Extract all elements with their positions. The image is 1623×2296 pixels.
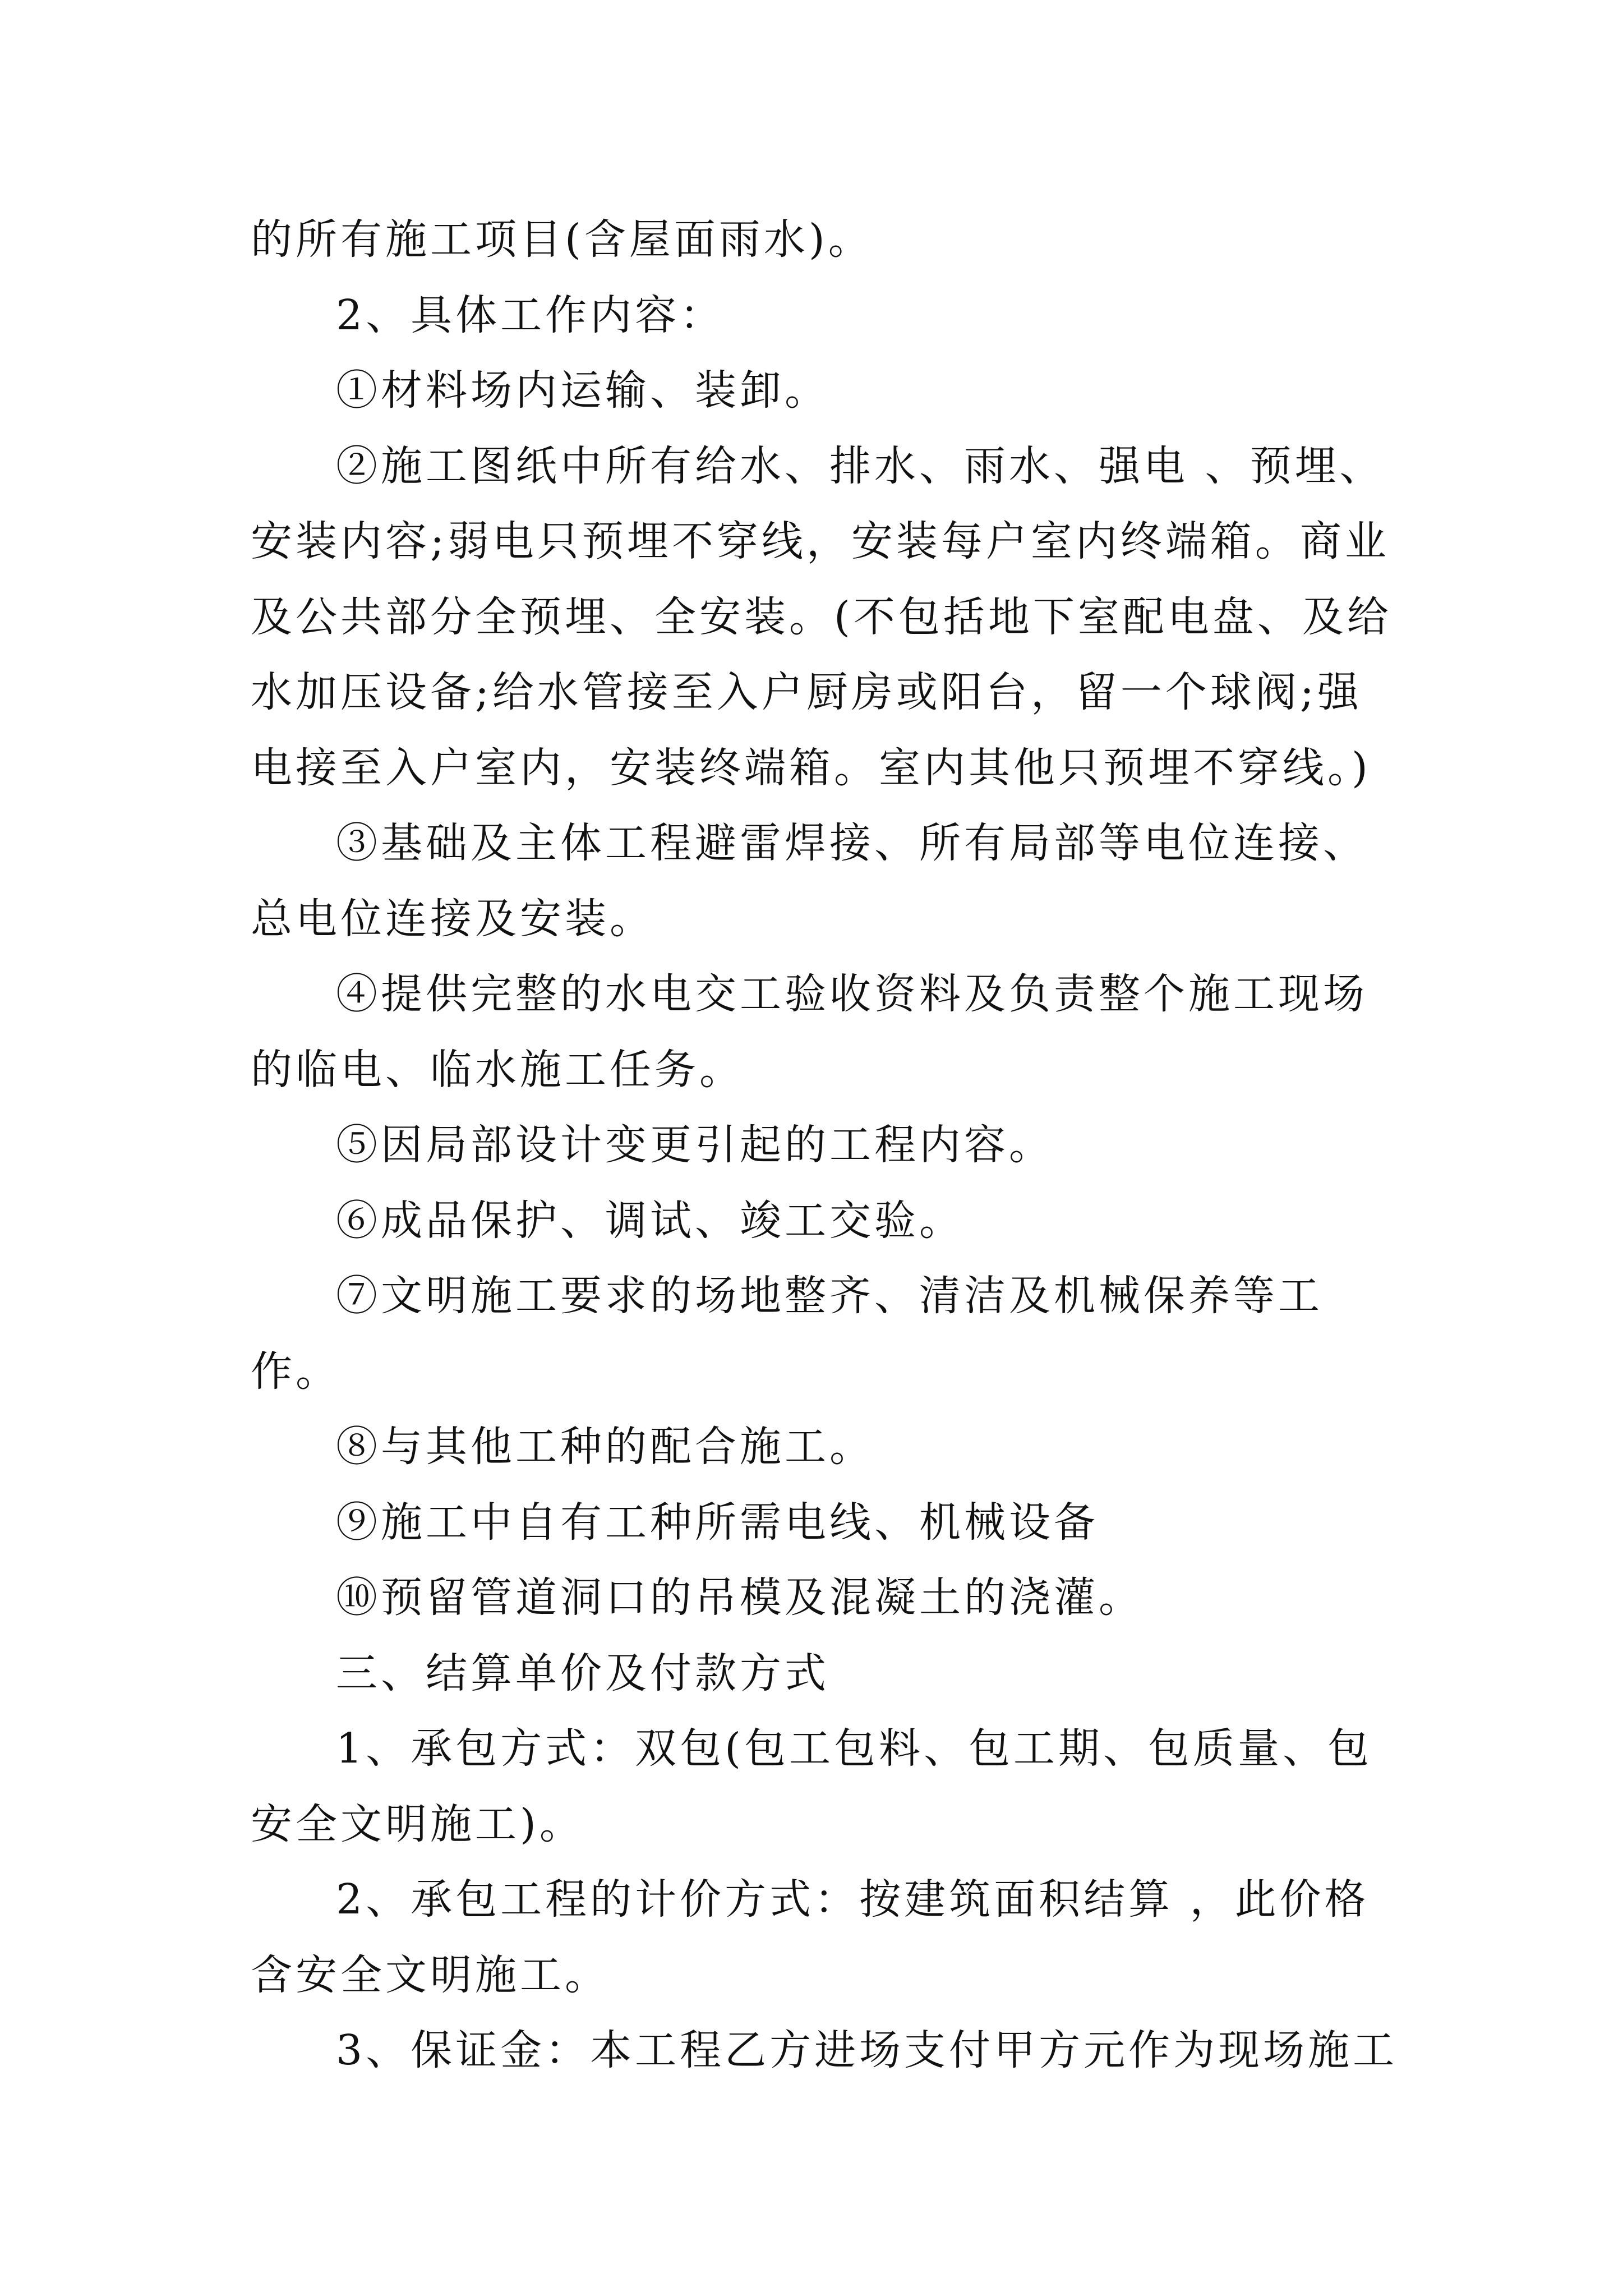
paragraph-pricing-method: 2、承包工程的计价方式：按建筑面积结算 ，此价格含安全文明施工。 — [251, 1875, 1370, 1999]
paragraph-item-6: ⑥成品保护、调试、竣工交验。 — [336, 1196, 964, 1245]
paragraph-scope-continuation: 的所有施工项目(含屋面雨水)。 — [251, 215, 873, 264]
paragraph-item-9: ⑨施工中自有工种所需电线、机械设备 — [336, 1498, 1099, 1547]
paragraph-work-content-heading: 2、具体工作内容： — [336, 291, 725, 339]
paragraph-item-5: ⑤因局部设计变更引起的工程内容。 — [336, 1121, 1054, 1169]
document-body — [251, 202, 1406, 2088]
paragraph-item-10: ⑩预留管道洞口的吊模及混凝土的浇灌。 — [336, 1573, 1144, 1622]
paragraph-item-2: ②施工图纸中所有给水、排水、雨水、强电 、预埋、安装内容;弱电只预埋不穿线，安装每户室内终端箱。商业及公共部分全预埋、全安装。(不包括地下室配电盘、及给水加压设备;给水管接至入户厨房或阳台，留一个球阀;强电接至入户室内，安装终端箱。室内其他只预埋不穿线。) — [251, 441, 1392, 792]
paragraph-item-3: ③基础及主体工程避雷焊接、所有局部等电位连接、总电位连接及安装。 — [251, 819, 1368, 943]
paragraph-item-4: ④提供完整的水电交工验收资料及负责整个施工现场的临电、临水施工任务。 — [251, 970, 1368, 1094]
paragraph-item-8: ⑧与其他工种的配合施工。 — [336, 1423, 874, 1471]
paragraph-deposit: 3、保证金：本工程乙方进场支付甲方元作为现场施工 — [336, 2026, 1398, 2074]
paragraph-item-7: ⑦文明施工要求的场地整齐、清洁及机械保养等工作。 — [251, 1272, 1323, 1396]
paragraph-item-1: ①材料场内运输、装卸。 — [336, 366, 829, 415]
section-heading-settlement: 三、结算单价及付款方式 — [336, 1649, 829, 1697]
paragraph-contract-method: 1、承包方式：双包(包工包料、包工期、包质量、包安全文明施工)。 — [251, 1724, 1372, 1848]
